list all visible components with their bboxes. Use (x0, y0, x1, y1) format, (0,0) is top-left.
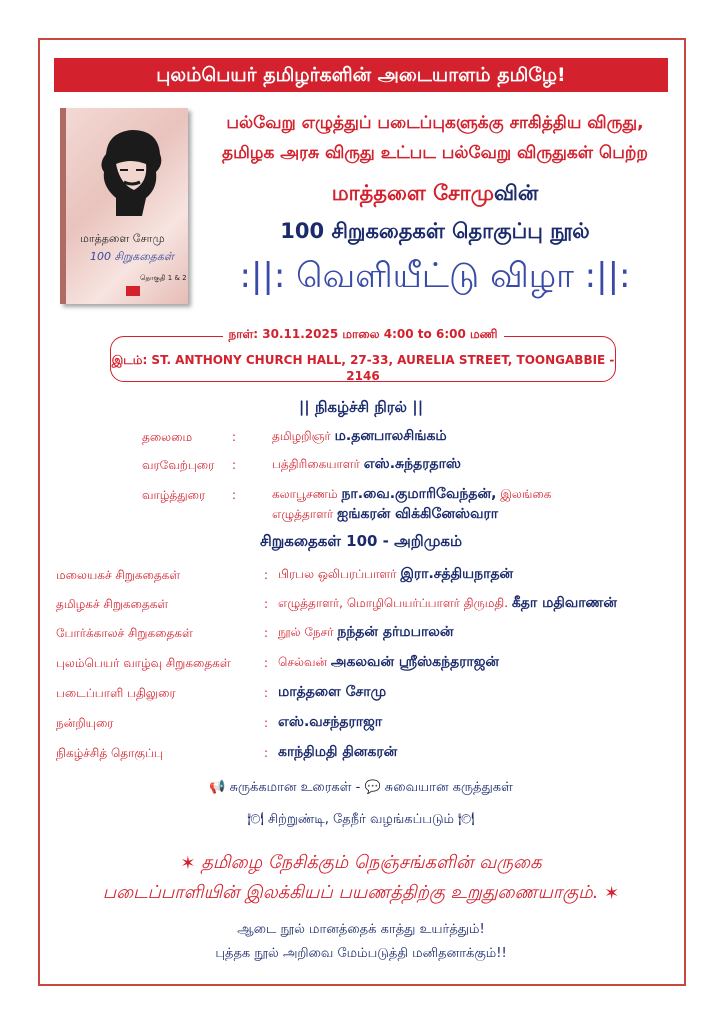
book-title: மாத்தளை சோமு (80, 232, 165, 245)
intro-value: பிரபல ஒலிபரப்பாளர் இரா.சத்தியநாதன் (278, 566, 514, 582)
refreshment-note: 🍽 சிற்றுண்டி, தேநீர் வழங்கப்படும் 🍽 (247, 812, 475, 827)
author-name: மாத்தளை சோமு (331, 181, 494, 205)
programme-title: || நிகழ்ச்சி நிரல் || (298, 398, 424, 416)
plate-cutlery-icon: 🍽 (458, 812, 475, 827)
intro-category: புலம்பெயர் வாழ்வு சிறுகதைகள் (56, 656, 231, 670)
intro-category: நன்றியுரை (56, 716, 114, 730)
intro-category: படைப்பாளி பதிலுரை (56, 686, 176, 700)
award-line-2: தமிழக அரசு விருது உட்பட பல்வேறு விருதுகள் பெற்ற (222, 143, 648, 163)
megaphone-icon: 📢 (209, 780, 226, 795)
intro-title: சிறுகதைகள் 100 - அறிமுகம் (259, 532, 463, 550)
top-banner: புலம்பெயர் தமிழர்களின் அடையாளம் தமிழே! (54, 58, 668, 92)
programme-value: தமிழறிஞர் ம.தனபாலசிங்கம் (272, 428, 447, 444)
chat-bubbles-icon: 💬 (364, 780, 381, 795)
award-intro (200, 108, 670, 168)
speech-note: 📢 சுருக்கமான உரைகள் - 💬 சுவையான கருத்துகள் (209, 780, 513, 795)
book-cover (60, 108, 188, 304)
programme-value: பத்திரிகையாளர் எஸ்.சுந்தரதாஸ் (272, 456, 461, 472)
book-volume: தொகுதி 1 & 2 (140, 274, 187, 282)
footer-line-1: ஆடை நூல் மானத்தைக் காத்து உயர்த்தும்! (237, 922, 485, 937)
intro-value: நூல் நேசர் நந்தன் தர்மபாலன் (278, 624, 454, 640)
publisher-logo (126, 286, 140, 296)
date-venue-box (110, 327, 616, 383)
award-line-1: பல்வேறு எழுத்துப் படைப்புகளுக்கு சாகித்திய விருது, (226, 113, 644, 133)
intro-category: போர்க்காலச் சிறுகதைகள் (56, 626, 193, 640)
author-suffix: வின் (493, 181, 539, 205)
intro-category: தமிழகச் சிறுகதைகள் (56, 597, 169, 611)
intro-category: மலையகச் சிறுகதைகள் (56, 568, 181, 582)
event-date: நாள்: 30.11.2025 மாலை 4:00 to 6:00 மணி (111, 327, 615, 343)
closing-line-2: படைப்பாளியின் இலக்கியப் பயணத்திற்கு உறுதுணையாகும். ✶ (102, 882, 620, 904)
programme-role: வரவேற்புரை (142, 458, 215, 472)
programme-value-2: எழுத்தாளர் ஐங்கரன் விக்கினேஸ்வரா (272, 506, 499, 522)
programme-value: கலாபூசணம் நா.வை.குமாரிவேந்தன், இலங்கை (272, 486, 552, 502)
programme-role: தலைமை (142, 430, 193, 444)
intro-value: எழுத்தாளர், மொழிபெயர்ப்பாளர் திருமதி. கீதா மதிவாணன் (278, 595, 617, 611)
collection-title: 100 சிறுகதைகள் தொகுப்பு நூல் (280, 219, 590, 243)
intro-value: செல்வன் அகலவன் ஸ்ரீஸ்கந்தராஜன் (278, 654, 499, 670)
plate-cutlery-icon: 🍽 (247, 812, 264, 827)
author-line (200, 174, 670, 212)
sparkle-icon: ✶ (604, 882, 620, 904)
intro-category: நிகழ்ச்சித் தொகுப்பு (56, 746, 163, 760)
intro-value: எஸ்.வசந்தராஜா (278, 714, 383, 730)
book-subtitle: 100 சிறுகதைகள் (90, 250, 174, 263)
event-title: :||: வெளியீட்டு விழா :||: (239, 256, 631, 296)
closing-line-1: ✶ தமிழை நேசிக்கும் நெஞ்சங்களின் வருகை (180, 852, 542, 874)
sparkle-icon: ✶ (180, 852, 196, 874)
programme-role: வாழ்த்துரை (142, 488, 206, 502)
event-venue: இடம்: ST. ANTHONY CHURCH HALL, 27-33, AURELIA STREET, TOONGABBIE - 2146 (111, 353, 615, 383)
footer-line-2: புத்தக நூல் அறிவை மேம்படுத்தி மனிதனாக்கும்!! (215, 946, 507, 961)
book-heading (200, 174, 670, 250)
intro-value: மாத்தளை சோமு (278, 684, 387, 700)
author-portrait-image (86, 124, 174, 220)
intro-value: காந்திமதி தினகரன் (278, 744, 398, 760)
